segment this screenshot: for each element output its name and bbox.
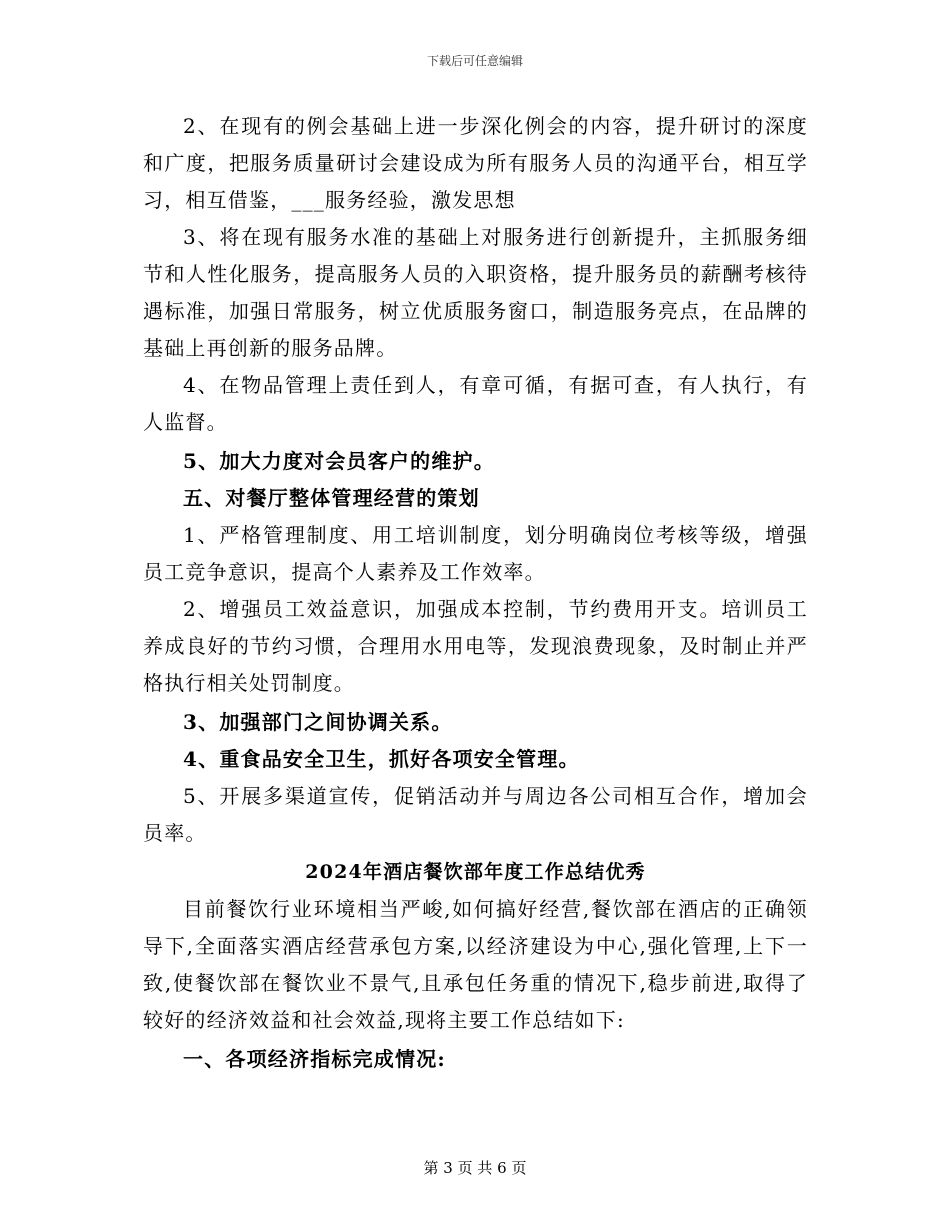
- paragraph-management-system: 1、严格管理制度、用工培训制度，划分明确岗位考核等级，增强员工竞争意识，提高个人素养及工作效率。: [143, 523, 808, 584]
- section-heading-one: 一、各项经济指标完成情况:: [183, 1047, 446, 1071]
- paragraph-promotion: 5、开展多渠道宣传，促销活动并与周边各公司相互合作，增加会员率。: [143, 784, 808, 845]
- paragraph-cost-control: 2、增强员工效益意识，加强成本控制，节约费用开支。培训员工养成良好的节约习惯，合理用水用电等，发现浪费现象，及时制止并严格执行相关处罚制度。: [143, 597, 808, 695]
- document-body: [143, 108, 808, 1078]
- paragraph-service-innovation: 3、将在现有服务水准的基础上对服务进行创新提升，主抓服务细节和人性化服务，提高服务人员的入职资格，提升服务员的薪酬考核待遇标准，加强日常服务，树立优质服务窗口，制造服务亮点，在品牌的基础上再创新的服务品牌。: [143, 225, 808, 360]
- paragraph-food-safety: 4、重食品安全卫生，抓好各项安全管理。: [183, 747, 580, 771]
- page-header: 下载后可任意编辑: [426, 54, 523, 68]
- document-title: 2024年酒店餐饮部年度工作总结优秀: [305, 861, 646, 883]
- paragraph-item-management: 4、在物品管理上责任到人，有章可循，有据可查，有人执行，有人监督。: [143, 373, 808, 434]
- paragraph-intro: 目前餐饮行业环境相当严峻,如何搞好经营,餐饮部在酒店的正确领导下,全面落实酒店经营承包方案,以经济建设为中心,强化管理,上下一致,使餐饮部在餐饮业不景气,且承包任务重的情况下,稳步前进,取得了较好的经济效益和社会效益,现将主要工作总结如下:: [143, 897, 808, 1032]
- page-footer: 第 3 页 共 6 页: [423, 1159, 527, 1177]
- section-heading-five: 五、对餐厅整体管理经营的策划: [183, 486, 480, 510]
- paragraph-department-coordination: 3、加强部门之间协调关系。: [183, 710, 453, 734]
- paragraph-service-meeting: 2、在现有的例会基础上进一步深化例会的内容，提升研讨的深度和广度，把服务质量研讨会建设成为所有服务人员的沟通平台，相互学习，相互借鉴，___服务经验，激发思想: [143, 114, 808, 212]
- paragraph-member-maintenance: 5、加大力度对会员客户的维护。: [183, 449, 495, 473]
